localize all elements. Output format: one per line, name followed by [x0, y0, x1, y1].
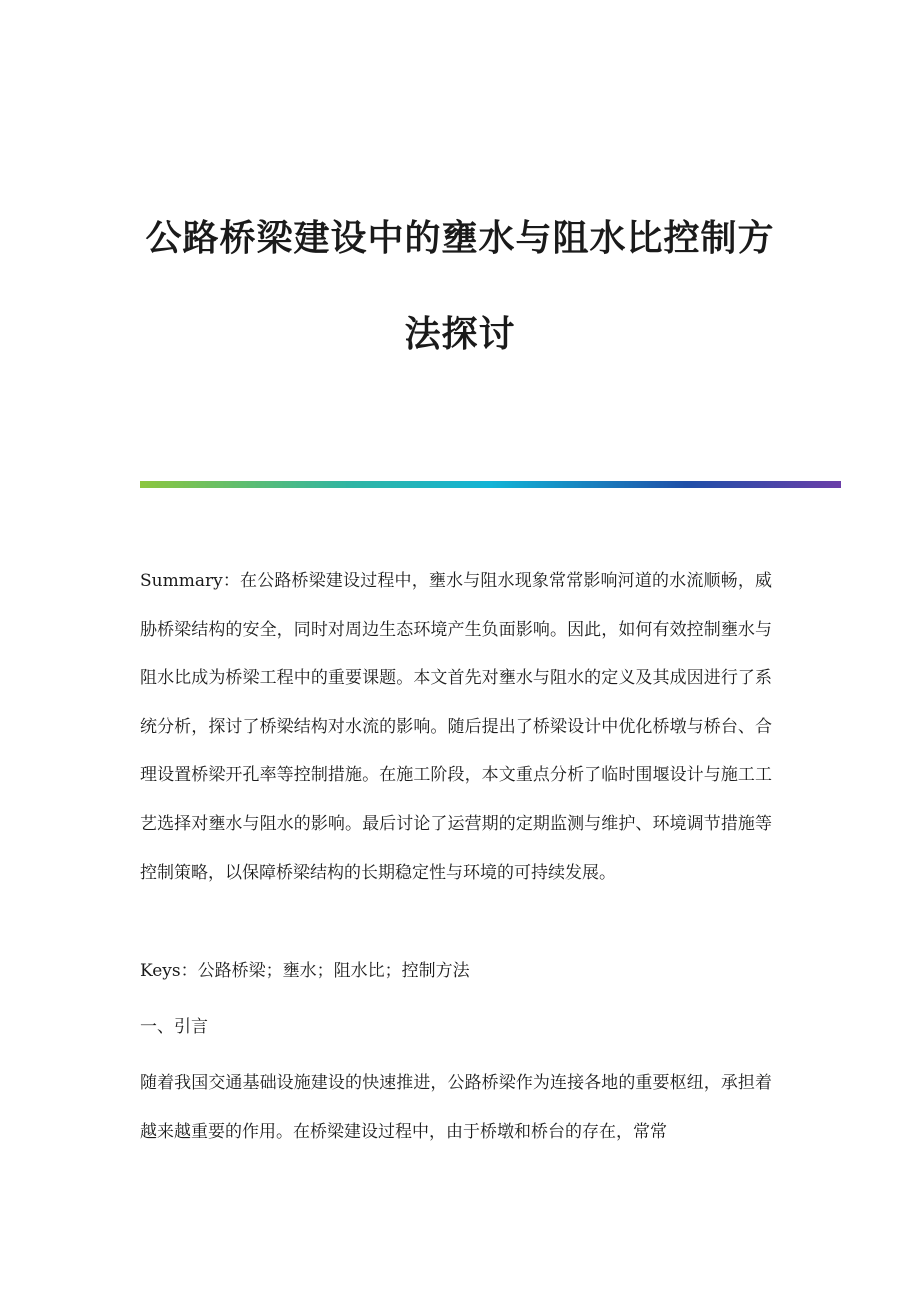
document-title-line-2: 法探讨 — [404, 314, 516, 355]
document-title-line-1: 公路桥梁建设中的壅水与阻水比控制方 — [145, 218, 775, 259]
intro-paragraph: 随着我国交通基础设施建设的快速推进，公路桥梁作为连接各地的重要枢纽，承担着越来越重要的作用。在桥梁建设过程中，由于桥墩和桥台的存在，常常 — [140, 1073, 772, 1142]
keywords-paragraph — [140, 947, 772, 996]
gradient-divider — [140, 481, 841, 488]
keywords-label: Keys： — [140, 961, 198, 981]
section-heading: 一、引言 — [140, 1017, 208, 1037]
keywords-text: 公路桥梁；壅水；阻水比；控制方法 — [197, 961, 470, 981]
summary-label: Summary： — [140, 571, 241, 591]
summary-paragraph — [140, 557, 772, 897]
summary-text: 在公路桥梁建设过程中，壅水与阻水现象常常影响河道的水流顺畅，威胁桥梁结构的安全，同时对周边生态环境产生负面影响。因此，如何有效控制壅水与阻水比成为桥梁工程中的重要课题。本文首先对壅水与阻水的定义及其成因进行了系统分析，探讨了桥梁结构对水流的影响。随后提出了桥梁设计中优化桥墩与桥台、合理设置桥梁开孔率等控制措施。在施工阶段，本文重点分析了临时围堰设计与施工工艺选择对壅水与阻水的影响。最后讨论了运营期的定期监测与维护、环境调节措施等控制策略，以保障桥梁结构的长期稳定性与环境的可持续发展。 — [140, 571, 773, 883]
